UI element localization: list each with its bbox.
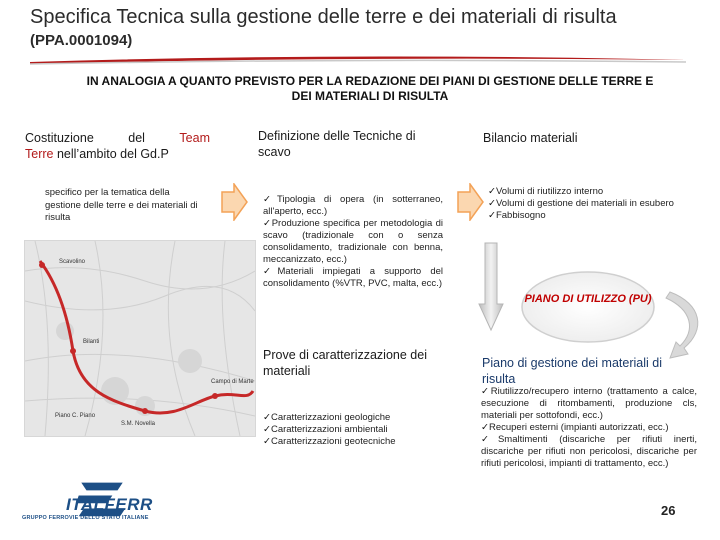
piano-gestione-heading: Piano di gestione dei materiali di risulta (482, 356, 662, 386)
list-item: ✓Tipologia di opera (in sotterraneo, all'aperto, ecc.) (263, 194, 443, 217)
route-map-image (24, 240, 256, 437)
check-icon: ✓ (263, 424, 271, 435)
list-item: ✓Caratterizzazioni ambientali (263, 424, 388, 435)
heading-word: Costituzione (25, 131, 94, 145)
prove-list (263, 412, 453, 448)
map-label: S.M. Novella (121, 421, 156, 427)
map-label: Scavolino (59, 259, 86, 265)
list-item: ✓Caratterizzazioni geotecniche (263, 436, 396, 447)
team-terre-heading (25, 130, 210, 162)
bilancio-heading: Bilancio materiali (483, 131, 578, 145)
map-label: Campo di Marte (211, 379, 254, 385)
tecniche-scavo-heading: Definizione delle Tecniche di scavo (258, 129, 416, 159)
team-description: specifico per la tematica della gestione delle terre e dei materiali di risulta (45, 187, 198, 223)
map-label: Bilanti (83, 339, 100, 345)
intro-text: IN ANALOGIA A QUANTO PREVISTO PER LA REDAZIONE DEI PIANI DI GESTIONE DELLE TERRE E DEI MATERIALI DI RISULTA (86, 74, 654, 103)
check-icon: ✓ (263, 436, 271, 447)
title-underline-swoosh (28, 52, 688, 68)
check-icon: ✓ (488, 198, 496, 209)
right-arrow-icon (456, 183, 484, 221)
list-item: ✓Produzione specifica per metodologia di scavo (tradizionale con o senza consolidamento, tradizionale con benna, meccanizzato, ecc.) (263, 218, 444, 265)
piano-gestione-list (481, 386, 697, 470)
list-item: ✓Smaltimenti (discariche per rifiuti inerti, discariche per rifiuti non pericolosi, discariche per rifiuti pericolosi, impianti di trattamento, ecc.) (481, 434, 697, 469)
page-title-text: Specifica Tecnica sulla gestione delle terre e dei materiali di risulta (30, 6, 617, 28)
check-icon: ✓ (263, 218, 272, 229)
curved-arrow-icon (662, 290, 708, 362)
check-icon: ✓ (263, 266, 278, 277)
map-label: Piano C. Piano (55, 413, 96, 419)
list-item: ✓Materiali impiegati a supporto del consolidamento (%VTR, PVC, malta, ecc.) (263, 266, 444, 289)
list-item: ✓Riutilizzo/recupero interno (trattamento a calce, esecuzione di ritombamenti, produzione cls, materiali per sottofondi, ecc.) (481, 386, 697, 421)
list-item: ✓Recuperi esterni (impianti autorizzati, ecc.) (481, 422, 669, 433)
right-arrow-icon (220, 183, 248, 221)
piano-utilizzo-label: PIANO DI UTILIZZO (PU) (524, 293, 652, 305)
prove-heading: Prove di caratterizzazione dei materiali (263, 348, 427, 378)
tecniche-list (263, 194, 443, 290)
list-item: ✓Fabbisogno (488, 210, 546, 221)
check-icon: ✓ (263, 194, 278, 205)
list-item: ✓Volumi di gestione dei materiali in esubero (488, 198, 674, 209)
list-item: ✓Volumi di riutilizzo interno (488, 186, 604, 197)
check-icon: ✓ (488, 186, 496, 197)
page-title (30, 6, 710, 52)
route-map-graphic (25, 241, 255, 436)
heading-word-red: Terre (25, 147, 54, 161)
logo-subtitle: GRUPPO FERROVIE DELLO STATO ITALIANE (22, 515, 149, 521)
heading-word-red: Team (179, 131, 210, 145)
piano-utilizzo-ellipse (519, 269, 657, 345)
check-icon: ✓ (481, 422, 489, 433)
page-number: 26 (661, 503, 676, 518)
bilancio-list (488, 186, 685, 222)
heading-word: del (128, 131, 145, 145)
down-arrow-icon (478, 242, 504, 332)
heading-rest: nell’ambito del Gd.P (53, 147, 169, 161)
check-icon: ✓ (263, 412, 271, 423)
logo-name: ITALFERR (66, 495, 153, 514)
check-icon: ✓ (488, 210, 496, 221)
list-item: ✓Caratterizzazioni geologiche (263, 412, 391, 423)
document-code: (PPA.0001094) (30, 32, 133, 49)
check-icon: ✓ (481, 386, 491, 397)
check-icon: ✓ (481, 434, 498, 445)
